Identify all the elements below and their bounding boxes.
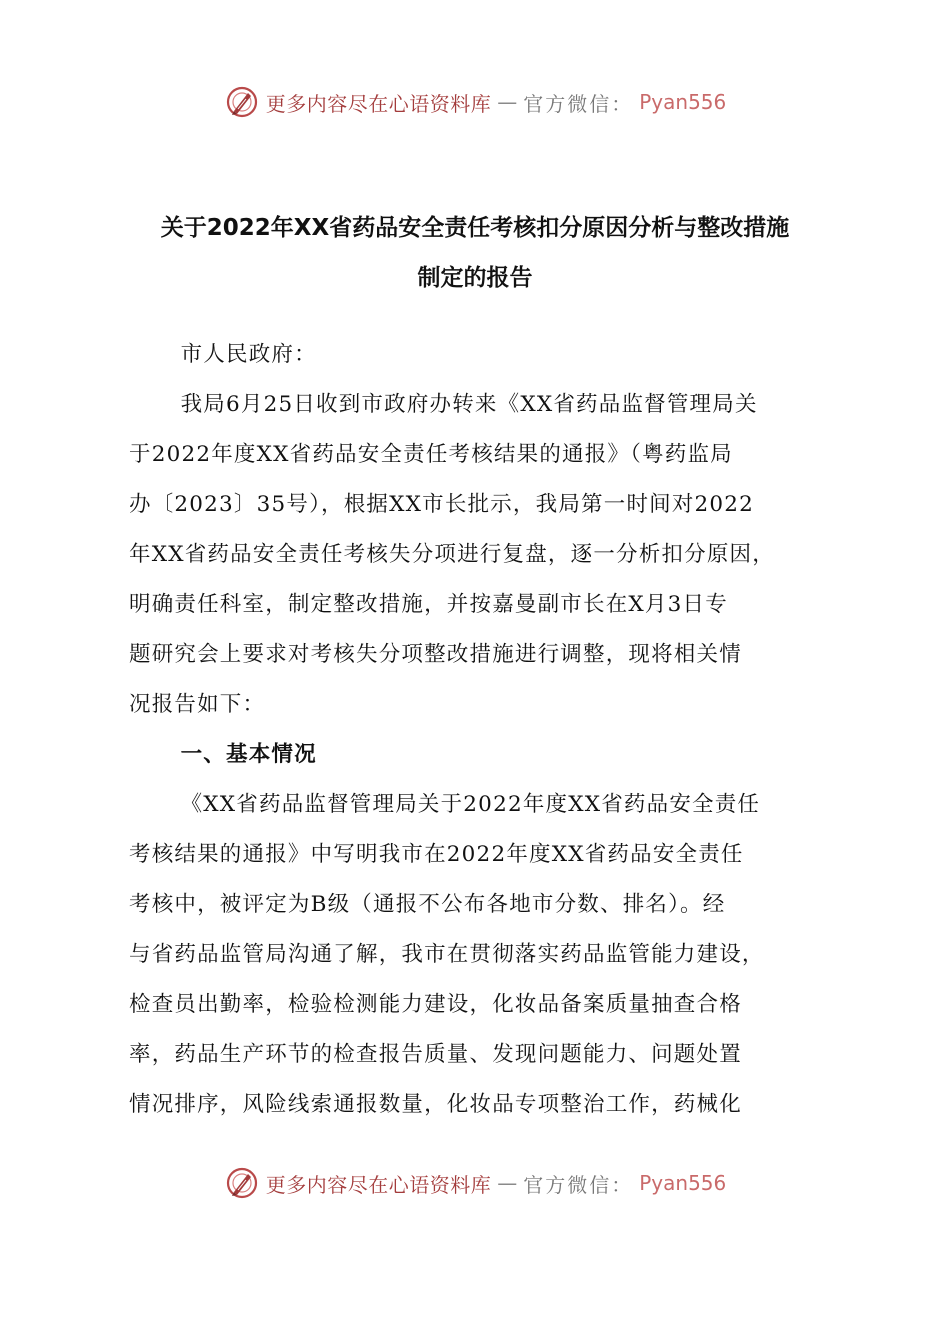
watermark-group — [224, 1165, 727, 1201]
watermark-wechat-id: Pyan556 — [639, 1171, 727, 1195]
paragraph-line: 考核结果的通报》中写明我市在2022年度XX省药品安全责任 — [129, 842, 744, 867]
paragraph-line: 题研究会上要求对考核失分项整改措施进行调整，现将相关情 — [129, 642, 742, 667]
watermark-dash: — — [497, 1171, 518, 1195]
paragraph-line: 率，药品生产环节的检查报告质量、发现问题能力、问题处置 — [129, 1042, 742, 1067]
paragraph-line: 况报告如下： — [129, 692, 266, 717]
document-title-line-2: 制定的报告 — [417, 265, 533, 291]
paragraph-line: 考核中，被评定为B级（通报不公布各地市分数、排名）。经 — [129, 892, 726, 917]
footer-watermark — [0, 1163, 950, 1203]
watermark-dash: — — [497, 90, 518, 114]
paragraph-line: 明确责任科室，制定整改措施，并按嘉曼副市长在X月3日专 — [129, 592, 728, 617]
paragraph-line: 与省药品监管局沟通了解，我市在贯彻落实药品监管能力建设， — [129, 942, 765, 967]
document-title-line-1: 关于2022年XX省药品安全责任考核扣分原因分析与整改措施 — [160, 215, 790, 241]
watermark-text: 更多内容尽在心语资料库 — [265, 1172, 492, 1197]
watermark-wechat-id: Pyan556 — [639, 90, 727, 114]
paragraph-line: 办〔2023〕35号），根据XX市长批示，我局第一时间对2022 — [129, 492, 755, 517]
fountain-pen-logo-icon — [224, 1165, 260, 1201]
paragraph-2 — [129, 780, 829, 1130]
paragraph-line: 情况排序，风险线索通报数量，化妆品专项整治工作，药械化 — [129, 1092, 742, 1117]
paragraph-1 — [129, 380, 829, 730]
watermark-wechat-label: 官方微信： — [523, 1172, 634, 1197]
paragraph-line: 我局6月25日收到市政府办转来《XX省药品监督管理局关 — [180, 392, 758, 417]
header-watermark — [0, 82, 950, 122]
paragraph-line: 年XX省药品安全责任考核失分项进行复盘，逐一分析扣分原因， — [129, 542, 775, 567]
watermark-group — [224, 84, 727, 120]
paragraph-line: 《XX省药品监督管理局关于2022年度XX省药品安全责任 — [180, 792, 761, 817]
document-body — [129, 330, 829, 1130]
watermark-text: 更多内容尽在心语资料库 — [265, 91, 492, 116]
paragraph-line: 于2022年度XX省药品安全责任考核结果的通报》（粤药监局 — [129, 442, 733, 467]
paragraph-line: 检查员出勤率，检验检测能力建设，化妆品备案质量抽查合格 — [129, 992, 742, 1017]
fountain-pen-logo-icon — [224, 84, 260, 120]
watermark-wechat-label: 官方微信： — [523, 91, 634, 116]
salutation: 市人民政府： — [180, 342, 317, 367]
section-heading: 一、基本情况 — [180, 742, 317, 767]
